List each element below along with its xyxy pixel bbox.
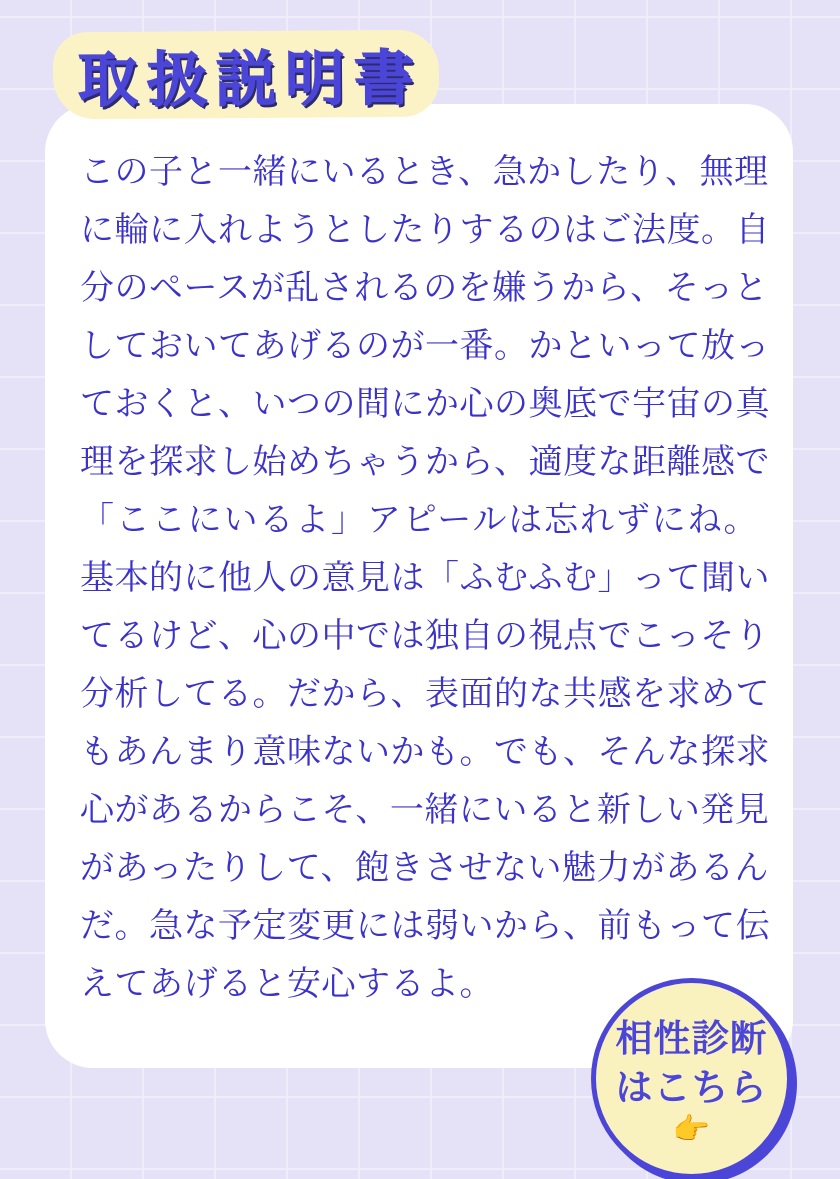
body-text-line: しておいてあげるのが一番。かといって放っ xyxy=(80,327,770,365)
body-text-line: 理を探求し始めちゃうから、適度な距離感で xyxy=(80,443,770,481)
body-text-line: もあんまり意味ないかも。でも、そんな探求 xyxy=(80,733,770,771)
body-text-line: だ。急な予定変更には弱いから、前もって伝 xyxy=(80,907,770,945)
body-text-line: 心があるからこそ、一緒にいると新しい発見 xyxy=(80,791,770,829)
body-text-line: に輪に入れようとしたりするのはご法度。自 xyxy=(80,211,770,249)
title-badge xyxy=(53,30,440,120)
body-text-line: があったりして、飽きさせない魅力があるん xyxy=(80,849,769,887)
body-text-line: 「ここにいるよ」アピールは忘れずにね。 xyxy=(80,501,758,539)
content-card xyxy=(45,104,793,1068)
body-text-line: えてあげると安心するよ。 xyxy=(80,965,494,1003)
pointing-right-icon: 👉 xyxy=(672,1113,711,1146)
cta-label-line2: はこちら xyxy=(615,1067,768,1108)
body-text-line: 分のペースが乱されるのを嫌うから、そっと xyxy=(80,269,769,307)
body-text-line: 分析してる。だから、表面的な共感を求めて xyxy=(80,675,770,713)
page-title: 取扱説明書 xyxy=(77,44,424,114)
compatibility-cta-button[interactable] xyxy=(591,978,792,1179)
body-text-line: てるけど、心の中では独自の視点でこっそり xyxy=(80,617,770,655)
description-text xyxy=(80,143,770,1013)
body-text-line: ておくと、いつの間にか心の奥底で宇宙の真 xyxy=(80,385,770,423)
body-text-line: 基本的に他人の意見は「ふむふむ」って聞い xyxy=(80,559,770,597)
cta-label-line1: 相性診断 xyxy=(615,1018,768,1059)
body-text-line: この子と一緒にいるとき、急かしたり、無理 xyxy=(80,153,769,191)
